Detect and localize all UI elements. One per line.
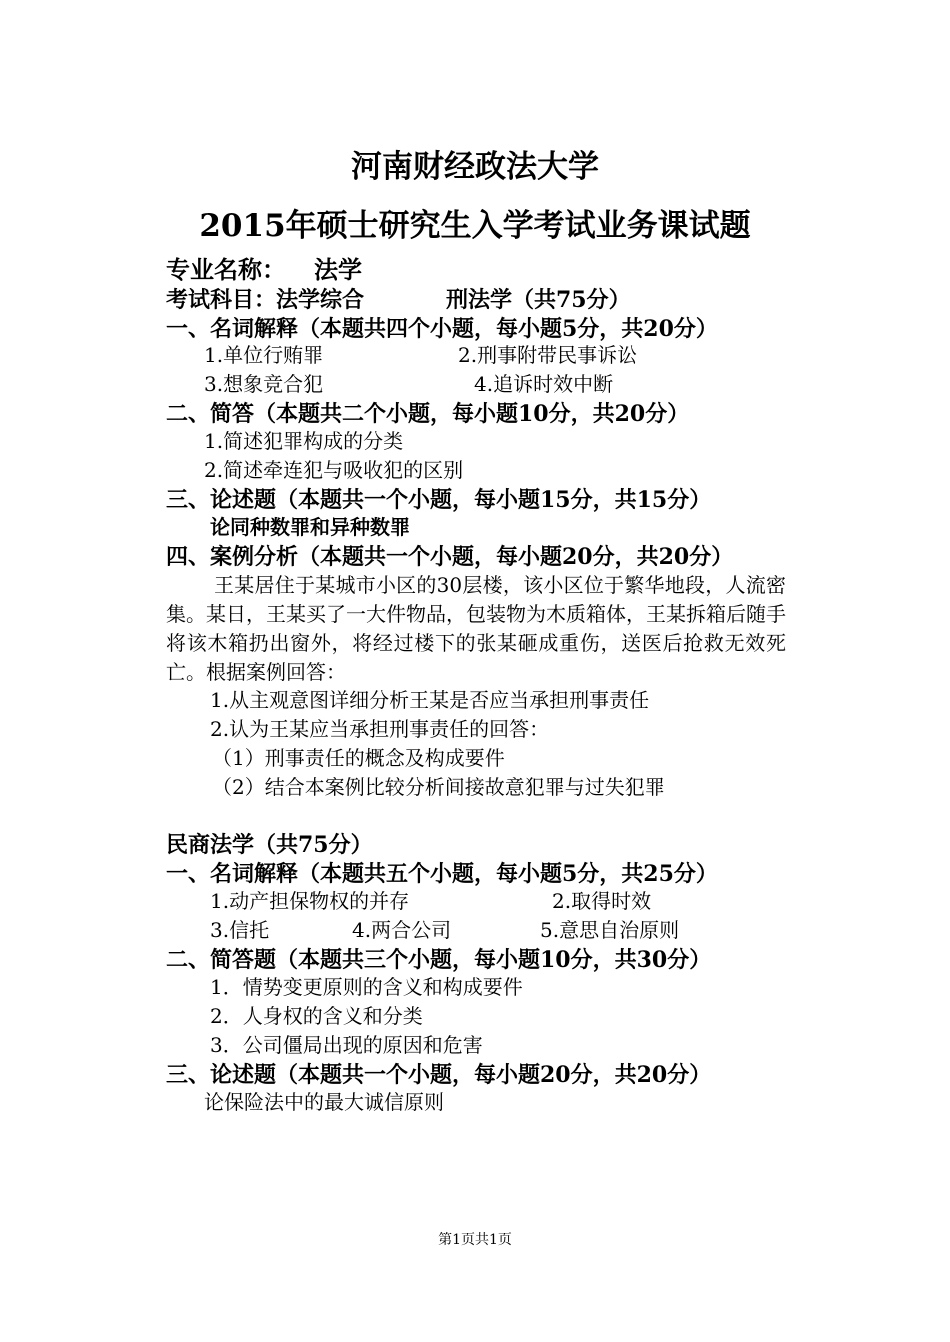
civil-sec3-heading: 三、论述题（本题共一个小题，每小题20分，共20分）: [166, 1062, 712, 1088]
major-label: 专业名称：: [166, 255, 286, 284]
crim-sec1-heading: 一、名词解释（本题共四个小题，每小题5分，共20分）: [166, 316, 718, 342]
civil-sec1-item-3: 3.信托: [210, 918, 270, 942]
university-title: 河南财经政法大学: [351, 149, 599, 185]
civil-sec1-item-4: 4.两合公司: [352, 918, 452, 942]
crim-sec1-item-1: 1.单位行贿罪: [204, 343, 324, 367]
crim-sec3-item: 论同种数罪和异种数罪: [210, 515, 410, 539]
civil-sec1-item-2: 2.取得时效: [552, 889, 652, 913]
crim-sec2-heading: 二、简答（本题共二个小题，每小题10分，共20分）: [166, 401, 690, 427]
subject-label: 考试科目：法学综合: [166, 287, 365, 313]
major-value: 法学: [314, 255, 362, 284]
crim-sec1-item-3: 3.想象竞合犯: [204, 372, 324, 396]
civil-sec2-item-2: 2．人身权的含义和分类: [210, 1004, 423, 1028]
civil-sec2-item-3: 3．公司僵局出现的原因和危害: [210, 1033, 483, 1057]
civil-sec2-item-1: 1．情势变更原则的含义和构成要件: [210, 975, 523, 999]
subject-part-criminal: 刑法学（共75分）: [446, 287, 631, 313]
civil-sec3-item: 论保险法中的最大诚信原则: [204, 1090, 444, 1114]
civil-law-title: 民商法学（共75分）: [166, 832, 373, 858]
crim-sec2-item-2: 2.简述牵连犯与吸收犯的区别: [204, 458, 464, 482]
crim-sec2-item-1: 1.简述犯罪构成的分类: [204, 429, 404, 453]
page-number: 第1页共1页: [438, 1232, 512, 1248]
case-question-2-1: （1）刑事责任的概念及构成要件: [212, 746, 505, 770]
case-question-2-2: （2）结合本案例比较分析间接故意犯罪与过失犯罪: [212, 775, 665, 799]
case-question-2: 2.认为王某应当承担刑事责任的回答：: [210, 717, 550, 741]
crim-sec1-item-4: 4.追诉时效中断: [474, 372, 614, 396]
crim-sec1-item-2: 2.刑事附带民事诉讼: [458, 343, 638, 367]
case-question-1: 1.从主观意图详细分析王某是否应当承担刑事责任: [210, 688, 650, 712]
civil-sec1-item-1: 1.动产担保物权的并存: [210, 889, 410, 913]
exam-title: 2015年硕士研究生入学考试业务课试题: [199, 208, 751, 244]
civil-sec2-heading: 二、简答题（本题共三个小题，每小题10分，共30分）: [166, 947, 712, 973]
crim-sec4-heading: 四、案例分析（本题共一个小题，每小题20分，共20分）: [166, 544, 734, 570]
crim-sec3-heading: 三、论述题（本题共一个小题，每小题15分，共15分）: [166, 487, 712, 513]
case-paragraph: [166, 571, 786, 687]
civil-sec1-heading: 一、名词解释（本题共五个小题，每小题5分，共25分）: [166, 861, 718, 887]
civil-sec1-item-5: 5.意思自治原则: [540, 918, 680, 942]
case-text: 王某居住于某城市小区的30层楼，该小区位于繁华地段，人流密集。某日，王某买了一大件物品，包装物为木质箱体，王某拆箱后随手将该木箱扔出窗外，将经过楼下的张某砸成重伤，送医后抢救无效死亡。根据案例回答：: [166, 573, 786, 684]
